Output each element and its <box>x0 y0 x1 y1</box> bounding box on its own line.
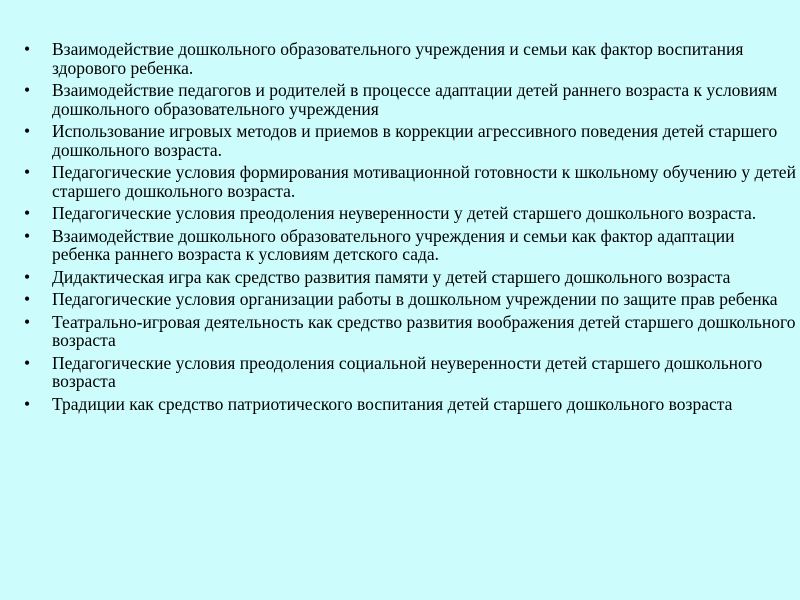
topic-text: Дидактическая игра как средство развития памяти у детей старшего дошкольного возраста <box>52 266 731 287</box>
topic-list <box>20 40 796 417</box>
topic-text: Взаимодействие педагогов и родителей в процессе адаптации детей раннего возраста к условиям дошкольного образовательного учреждения <box>52 80 778 119</box>
bullet-icon: • <box>24 289 31 309</box>
topic-item <box>20 163 796 200</box>
topic-item <box>20 227 796 264</box>
topic-text: Педагогические условия организации работы в дошкольном учреждении по защите прав ребенка <box>52 289 778 309</box>
topic-item <box>20 313 796 350</box>
topic-text: Театрально-игровая деятельность как средство развития воображения детей старшего дошкольного возраста <box>52 311 796 350</box>
bullet-icon: • <box>24 266 31 287</box>
bullet-icon: • <box>24 225 31 246</box>
bullet-icon: • <box>24 393 31 414</box>
topic-item <box>20 122 796 159</box>
topic-item <box>20 395 796 414</box>
topic-text: Взаимодействие дошкольного образовательного учреждения и семьи как фактор адаптации ребенка раннего возраста к условиям детского сада. <box>52 225 735 264</box>
bullet-icon: • <box>24 39 31 59</box>
topic-text: Традиции как средство патриотического воспитания детей старшего дошкольного возраста <box>52 393 733 414</box>
topic-item <box>20 354 796 391</box>
topic-item <box>20 204 796 223</box>
topic-text: Использование игровых методов и приемов в коррекции агрессивного поведения детей старшего дошкольного возраста. <box>52 121 778 160</box>
topic-text: Педагогические условия преодоления социальной неуверенности детей старшего дошкольного возраста <box>52 352 763 391</box>
topic-item <box>20 290 796 309</box>
bullet-icon: • <box>24 121 31 141</box>
bullet-icon: • <box>24 311 31 332</box>
bullet-icon: • <box>24 203 31 223</box>
bullet-icon: • <box>24 80 31 100</box>
topic-text: Взаимодействие дошкольного образовательного учреждения и семьи как фактор воспитания здорового ребенка. <box>52 39 744 78</box>
bullet-icon: • <box>24 352 31 373</box>
topic-text: Педагогические условия преодоления неуверенности у детей старшего дошкольного возраста. <box>52 203 757 223</box>
topic-item <box>20 268 796 287</box>
bullet-icon: • <box>24 162 31 182</box>
topic-item <box>20 81 796 118</box>
topic-text: Педагогические условия формирования мотивационной готовности к школьному обучению у детей старшего дошкольного возраста. <box>52 162 796 201</box>
topic-item <box>20 40 796 77</box>
